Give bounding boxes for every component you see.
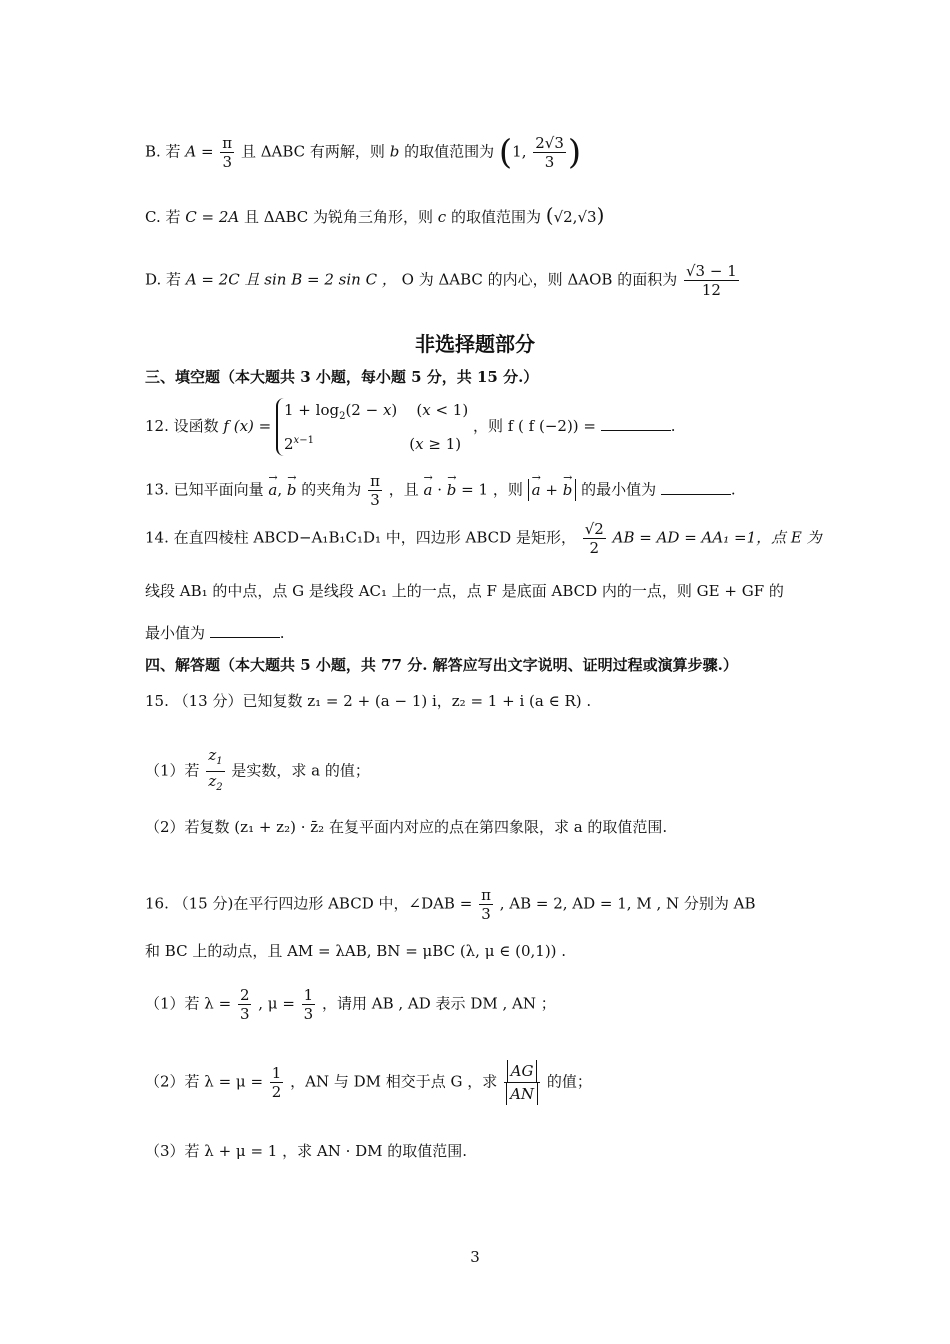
question-16-stem (145, 886, 756, 923)
frac-2root3-3: $\frac{2√3}{3}$ (535, 134, 564, 171)
question-16-part3: （3）若 λ + μ = 1 ，求 AN · DM 的取值范围. (145, 1142, 468, 1160)
question-13: 13. 已知平面向量 a →, b → 的夹角为 $\frac{\pi}{3}$ ，且 a → · b → = 1 ，则 a → + b → 的最小值为 . (145, 472, 736, 509)
frac-1-2: $\frac{1}{2}$ (271, 1064, 282, 1101)
option-c-var: c (437, 208, 447, 226)
q16-p2-mid: ，AN 与 DM 相交于点 G ，求 (290, 1072, 498, 1091)
q15-p1-pre: （1）若 (145, 761, 200, 780)
frac-1-3: $\frac{1}{3}$ (303, 986, 314, 1023)
answer-blank-14 (210, 623, 280, 638)
q14-line3-text: 最小值为 (145, 624, 206, 642)
section-title: 非选择题部分 (415, 332, 535, 356)
option-c-cond: C = 2A (185, 208, 240, 226)
q12-tail: ，则 f ( f (−2)) = (472, 417, 596, 435)
page-number: 3 (470, 1248, 480, 1266)
frac-pi-3-q16: $\frac{\pi}{3}$ (481, 886, 491, 923)
frac-root3-minus1-12: $\frac{√3 - 1}{12}$ (685, 262, 737, 299)
question-15-stem: 15. （13 分）已知复数 z₁ = 2 + (a − 1) i，z₂ = 1 + i (a ∈ R) . (145, 692, 592, 710)
part4-title: 四、解答题（本大题共 5 小题，共 77 分. 解答应写出文字说明、证明过程或演算步骤.） (145, 656, 738, 674)
frac-z1-z2: $\frac{z_1}{z_2}$ (208, 746, 223, 793)
piecewise-function: $1 + \log_2(2 - x)$ (x < 1) $2^{x-1}$ (x ≥ 1) (276, 398, 468, 456)
frac-2-3: $\frac{2}{3}$ (239, 986, 250, 1023)
q14-line1: 14. 在直四棱柱 ABCD−A₁B₁C₁D₁ 中，四边形 ABCD 是矩形， (145, 528, 576, 547)
answer-blank-12 (601, 416, 671, 431)
question-16-part1 (145, 986, 556, 1023)
q15-p1-post: 是实数，求 a 的值； (231, 761, 370, 780)
question-14-line3: 最小值为 . (145, 624, 285, 642)
option-d (145, 262, 741, 299)
q13-mid1: 的夹角为 (301, 480, 362, 499)
q14-line1-tail: AB = AD = AA₁ =1，点 E 为 (612, 528, 822, 547)
question-15-part1 (145, 746, 370, 797)
question-15-part2: （2）若复数 (z₁ + z₂) · z̄₂ 在复平面内对应的点在第四象限，求 a 的取值范围. (145, 818, 668, 836)
option-c-mid: 且 ΔABC 为锐角三角形，则 (244, 208, 433, 226)
frac-pi-3-q13: $\frac{\pi}{3}$ (370, 472, 380, 509)
q16-stem-pre: 16. （15 分)在平行四边形 ABCD 中，∠DAB = (145, 894, 473, 913)
question-16-line2: 和 BC 上的动点，且 AM = λAB, BN = μBC (λ, μ ∈ (0,1)) . (145, 942, 567, 960)
question-16-part2 (145, 1060, 592, 1105)
q16-p2-post: 的值； (546, 1072, 592, 1091)
q13-mid3: ，则 (492, 480, 523, 499)
q13-tail: 的最小值为 (581, 480, 657, 499)
option-b-tail: 的取值范围为 (404, 142, 495, 161)
q16-p1-mid: , μ = (258, 994, 295, 1013)
option-d-prefix: D. 若 (145, 270, 182, 289)
option-d-mid: O 为 ΔABC 的内心，则 ΔAOB 的面积为 (401, 270, 678, 289)
q16-p1-pre: （1）若 λ = (145, 994, 232, 1013)
option-b-var: b (389, 142, 400, 161)
option-b-prefix: B. 若 (145, 142, 181, 161)
option-b: B. 若 A = $\frac{\pi}{3}$ 且 ΔABC 有两解，则 b 的取值范围为 (1, $\frac{2√3}{3}$ ) (145, 132, 582, 173)
q16-stem-post: , AB = 2, AD = 1, M , N 分别为 AB (499, 894, 756, 913)
q12-label: 12. 设函数 (145, 417, 219, 435)
q16-p1-post: ，请用 AB , AD 表示 DM , AN ； (322, 994, 556, 1013)
q13-mid2: ，且 (388, 480, 419, 499)
option-c-prefix: C. 若 (145, 208, 181, 226)
frac-ag-an: $\frac{AG}{AN}$ (504, 1060, 540, 1105)
question-14-line2: 线段 AB₁ 的中点，点 G 是线段 AC₁ 上的一点，点 F 是底面 ABCD 内的一点，则 GE + GF 的 (145, 582, 784, 600)
q16-p2-pre: （2）若 λ = μ = (145, 1072, 264, 1091)
question-12: 12. 设函数 f $(x) = 1 + \log_2(2 - x)$ (x < 1) $2^{x-1}$ (x ≥ 1) ，则 f ( f (−2)) = . (145, 398, 676, 456)
option-c-tail: 的取值范围为 (450, 208, 541, 226)
frac-root2-2: $\frac{√2}{2}$ (584, 520, 604, 557)
q13-label: 13. 已知平面向量 (145, 480, 264, 499)
question-14 (145, 520, 822, 557)
option-c: C. 若 C = 2A 且 ΔABC 为锐角三角形，则 c 的取值范围为 (√2,√3) (145, 203, 605, 227)
option-b-mid: 且 ΔABC 有两解，则 (240, 142, 385, 161)
frac-pi-3: $\frac{\pi}{3}$ (222, 134, 233, 171)
answer-blank-13 (661, 480, 731, 495)
option-d-cond: A = 2C 且 sin B = 2 sin C ， (185, 270, 397, 289)
part3-title: 三、填空题（本大题共 3 小题，每小题 5 分，共 15 分.） (145, 368, 539, 386)
